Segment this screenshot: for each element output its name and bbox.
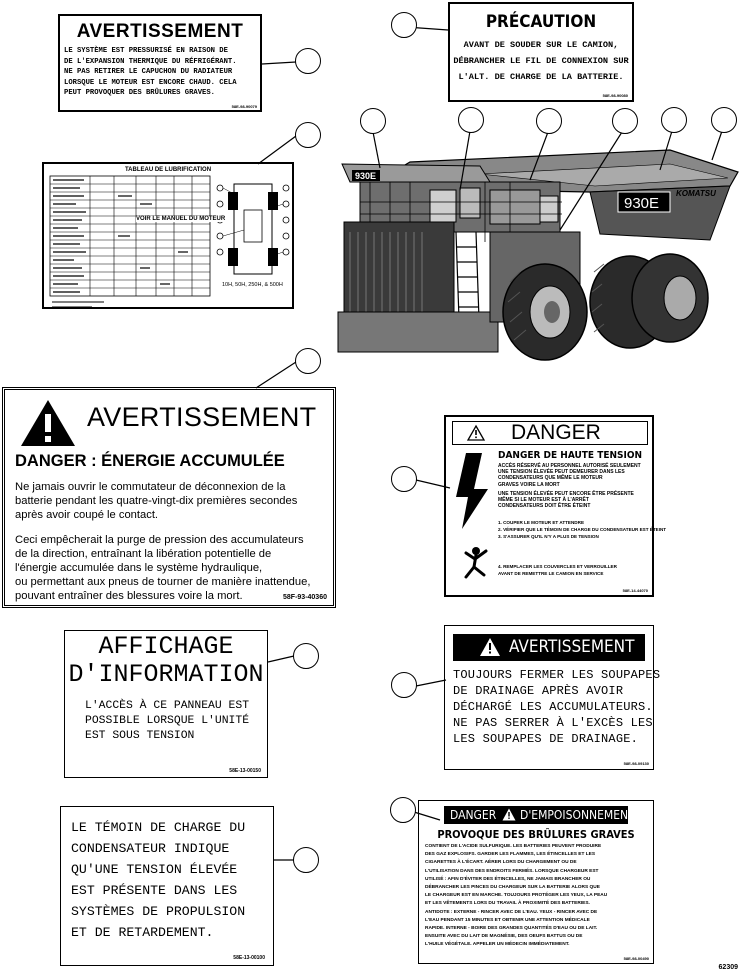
decal-text-line: NE PAS SERRER À L'EXCÈS LES <box>453 716 653 730</box>
decal-avertissement-pressure <box>58 14 262 112</box>
header-right: D'EMPOISONNEMENT <box>520 808 635 822</box>
decal-text-line: SYSTÈMES DE PROPULSION <box>71 904 246 919</box>
decal-text-line: UTILISÉ : AFIN D'ÉVITER DES ÉTINCELLES, NE JAMAIS BRANCHER OU <box>425 876 591 882</box>
warning-triangle-icon <box>19 398 77 448</box>
decal-text-line: PEUT PROVOQUER DES BRÛLURES GRAVES. <box>64 89 215 97</box>
warning-triangle-icon <box>467 425 485 441</box>
callout-bubble <box>295 122 321 148</box>
decal-temoin-charge <box>60 806 274 966</box>
decal-title: AVERTISSEMENT <box>509 637 635 657</box>
decal-text-line: CIGARETTES À L'ÉCART. AÉRER LORS DU CHARGEMENT OU DE <box>425 860 577 866</box>
decal-text-line: Ceci empêcherait la purge de pression des accumulateurs <box>15 534 304 546</box>
electrocution-icon <box>452 451 496 581</box>
decal-text-line: 1. COUPER LE MOTEUR ET ATTENDRE <box>498 520 585 525</box>
decal-text-line: DÉBRANCHER LE FIL DE CONNEXION SUR <box>453 56 629 66</box>
callout-bubble <box>661 107 687 133</box>
decal-text-line: UNE TENSION ÉLEVÉE PEUT DEMEURER DANS LES <box>498 469 625 476</box>
decal-title: PROVOQUE DES BRÛLURES GRAVES <box>437 828 635 841</box>
part-number: 58E-13-00100 <box>233 955 265 961</box>
warning-triangle-icon <box>479 637 501 657</box>
callout-bubble <box>391 12 417 38</box>
body-brand-logo: KOMATSU <box>676 189 716 198</box>
decal-danger-high-voltage <box>444 415 667 597</box>
danger-header <box>452 421 648 445</box>
decal-lubrication-chart <box>42 162 294 309</box>
decal-danger-empoisonnement <box>418 800 654 964</box>
decal-subtitle: DANGER : ÉNERGIE ACCUMULÉE <box>15 452 285 470</box>
decal-text-line: l'énergie accumulée dans le système hydraulique, <box>15 562 263 574</box>
decal-text-line: après avoir coupé le contact. <box>15 509 159 521</box>
warning-header <box>453 634 645 661</box>
decal-title: PRÉCAUTION <box>485 12 597 32</box>
interval-note: 10H, 50H, 250H, & 500H <box>222 282 283 288</box>
decal-text-line: ENSUITE AVEC DU LAIT DE MAGNÉSIE, DES OEUFS BATTUS OU DE <box>425 934 583 940</box>
decal-text-line: ET LES VÊTEMENTS LORS DU TRAVAIL À PROXIMITÉ DES BATTERIES. <box>425 901 590 907</box>
decal-text-line: LE CHARGEUR EST EN MARCHE. TOUJOURS PROTÉGER LES YEUX, LA PEAU <box>425 893 608 899</box>
decal-text-line: CONDENSATEUR INDIQUE <box>71 841 230 856</box>
danger-heading: DANGER DE HAUTE TENSION <box>498 450 643 461</box>
decal-title: AVERTISSEMENT <box>87 402 317 432</box>
callout-bubble <box>458 107 484 133</box>
decal-text-line: L'EAU PENDANT 15 MINUTES ET OBTENIR UNE ATTENTION MÉDICALE <box>425 917 590 923</box>
decal-title: AVERTISSEMENT <box>76 21 244 42</box>
callout-bubble <box>293 847 319 873</box>
decal-text-line: 2. VÉRIFIER QUE LE TÉMOIN DE CHARGE DU CONDENSATEUR EST ÉTEINT <box>498 527 667 532</box>
decal-text-line: L'UTILISATION DANS DES ENDROITS FERMÉS. LORSQUE CHARGEUR EST <box>425 868 599 874</box>
callout-bubble <box>612 108 638 134</box>
decal-text-line: CONDENSATEURS QUE MÊME LE MOTEUR <box>498 475 603 482</box>
decal-text-line: batterie pendant les quatre-vingt-dix premières secondes <box>15 495 298 507</box>
decal-text-line: pouvant entraîner des blessures voire la mort. <box>15 590 243 602</box>
decal-avertissement-drainage <box>444 625 661 770</box>
decal-text-line: CONDENSATEURS DOIT ÊTRE ÉTEINT <box>498 503 591 510</box>
decal-text-line: 4. REMPLACER LES COUVERCLES ET VERROUILLER <box>498 564 617 569</box>
part-number: 58E-98-90079 <box>231 104 257 109</box>
decal-text-line: LE SYSTÈME EST PRESSURISÉ EN RAISON DE <box>64 47 228 55</box>
decal-text-line: 3. S'ASSURER QU'IL N'Y A PLUS DE TENSION <box>498 534 599 539</box>
decal-text-line: LES SOUPAPES DE DRAINAGE. <box>453 732 639 746</box>
haul-truck-illustration <box>330 112 744 362</box>
decal-text-line: de la direction, entraînant la libération potentielle de <box>15 548 272 560</box>
callout-bubble <box>711 107 737 133</box>
decal-text-line: AVANT DE SOUDER SUR LE CAMION, <box>463 40 619 50</box>
part-number: 58E-98-09130 <box>623 761 649 766</box>
danger-header <box>444 806 635 824</box>
decal-title: TABLEAU DE LUBRIFICATION <box>124 167 212 173</box>
decal-text-line: LORSQUE LE MOTEUR EST ENCORE CHAUD. CELA <box>64 78 237 87</box>
body-model-badge: 930E <box>624 195 660 212</box>
callout-bubble <box>295 348 321 374</box>
callout-bubble <box>293 643 319 669</box>
figure-number: 62309 <box>718 964 738 971</box>
decal-text-line: QU'UNE TENSION ÉLEVÉE <box>71 862 238 877</box>
decal-text-line: EST SOUS TENSION <box>85 730 195 742</box>
decal-text-line: DÉBRANCHER LES PINCES DU CHARGEUR SUR LA BATTERIE ALORS QUE <box>425 885 600 891</box>
decal-text-line: L'ACCÈS À CE PANNEAU EST <box>85 700 250 712</box>
decal-text-line: RAPIDE. INTERNE - BOIRE DES GRANDES QUANTITÉS D'EAU OU DE LAIT. <box>425 926 598 932</box>
decal-title: D'INFORMATION <box>68 660 264 689</box>
part-number: 58E-14-44070 <box>622 588 648 593</box>
callout-bubble <box>536 108 562 134</box>
part-number: 58F-93-40360 <box>283 594 327 601</box>
engine-manual-note: VOIR LE MANUEL DU MOTEUR <box>136 216 226 222</box>
decal-text-line: NE PAS RETIRER LE CAPUCHON DU RADIATEUR <box>64 68 233 76</box>
decal-text-line: ACCÈS RÉSERVÉ AU PERSONNEL AUTORISÉ SEULEMENT <box>498 463 641 469</box>
decal-text-line: TOUJOURS FERMER LES SOUPAPES <box>453 668 661 682</box>
decal-precaution <box>448 2 634 102</box>
canopy-model-badge: 930E <box>355 171 377 181</box>
callout-bubble <box>390 797 416 823</box>
part-number: 58E-98-90080 <box>602 93 628 98</box>
decal-text-line: MÊME SI LE MOTEUR EST À L'ARRÊT <box>498 497 589 504</box>
decal-title: DANGER <box>511 421 601 444</box>
decal-text-line: DE L'EXPANSION THERMIQUE DU RÉFRIGÉRANT. <box>64 57 237 66</box>
lubrication-table-grid <box>44 164 296 311</box>
part-number: 58E-13-00150 <box>229 768 261 774</box>
decal-text-line: UNE TENSION ÉLEVÉE PEUT ENCORE ÊTRE PRÉSENTE <box>498 491 634 497</box>
callout-bubble <box>360 108 386 134</box>
decal-text-line: ANTIDOTE : EXTERNE - RINCER AVEC DE L'EAU. YEUX - RINCER AVEC DE <box>425 909 598 915</box>
decal-text-line: AVANT DE REMETTRE LE CAMION EN SERVICE <box>498 571 604 576</box>
decal-text-line: EST PRÉSENTE DANS LES <box>71 883 238 898</box>
header-left: DANGER <box>450 808 497 822</box>
part-number: 58E-98-00490 <box>623 956 649 961</box>
decal-title: AFFICHAGE <box>98 632 234 661</box>
decal-text-line: POSSIBLE LORSQUE L'UNITÉ <box>85 715 250 727</box>
callout-bubble <box>391 466 417 492</box>
warning-triangle-icon <box>502 808 516 821</box>
decal-text-line: ET DE RETARDEMENT. <box>71 925 214 940</box>
decal-text-line: DE DRAINAGE APRÈS AVOIR <box>453 684 624 698</box>
decal-affichage-information <box>64 630 268 778</box>
decal-avertissement-energy <box>2 387 336 608</box>
decal-text-line: Ne jamais ouvrir le commutateur de déconnexion de la <box>15 481 286 493</box>
decal-text-line: L'ALT. DE CHARGE DE LA BATTERIE. <box>458 72 624 82</box>
decal-text-line: CONTIENT DE L'ACIDE SULFURIQUE. LES BATTERIES PEUVENT PRODUIRE <box>425 844 602 849</box>
decal-text-line: ou permettant aux pneus de tourner de manière inattendue, <box>15 576 311 588</box>
decal-text-line: LE TÉMOIN DE CHARGE DU <box>71 820 246 835</box>
decal-text-line: DÉCHARGÉ LES ACCUMULATEURS. <box>453 700 653 714</box>
decal-text-line: GRAVES VOIRE LA MORT <box>498 481 560 488</box>
decal-text-line: L'HUILE VÉGÉTALE. APPELER UN MÉDECIN IMMÉDIATEMENT. <box>425 942 570 948</box>
callout-bubble <box>391 672 417 698</box>
callout-bubble <box>295 48 321 74</box>
decal-text-line: DES GAZ EXPLOSIFS. GARDER LES FLAMMES, LES ÉTINCELLES ET LES <box>425 852 596 858</box>
